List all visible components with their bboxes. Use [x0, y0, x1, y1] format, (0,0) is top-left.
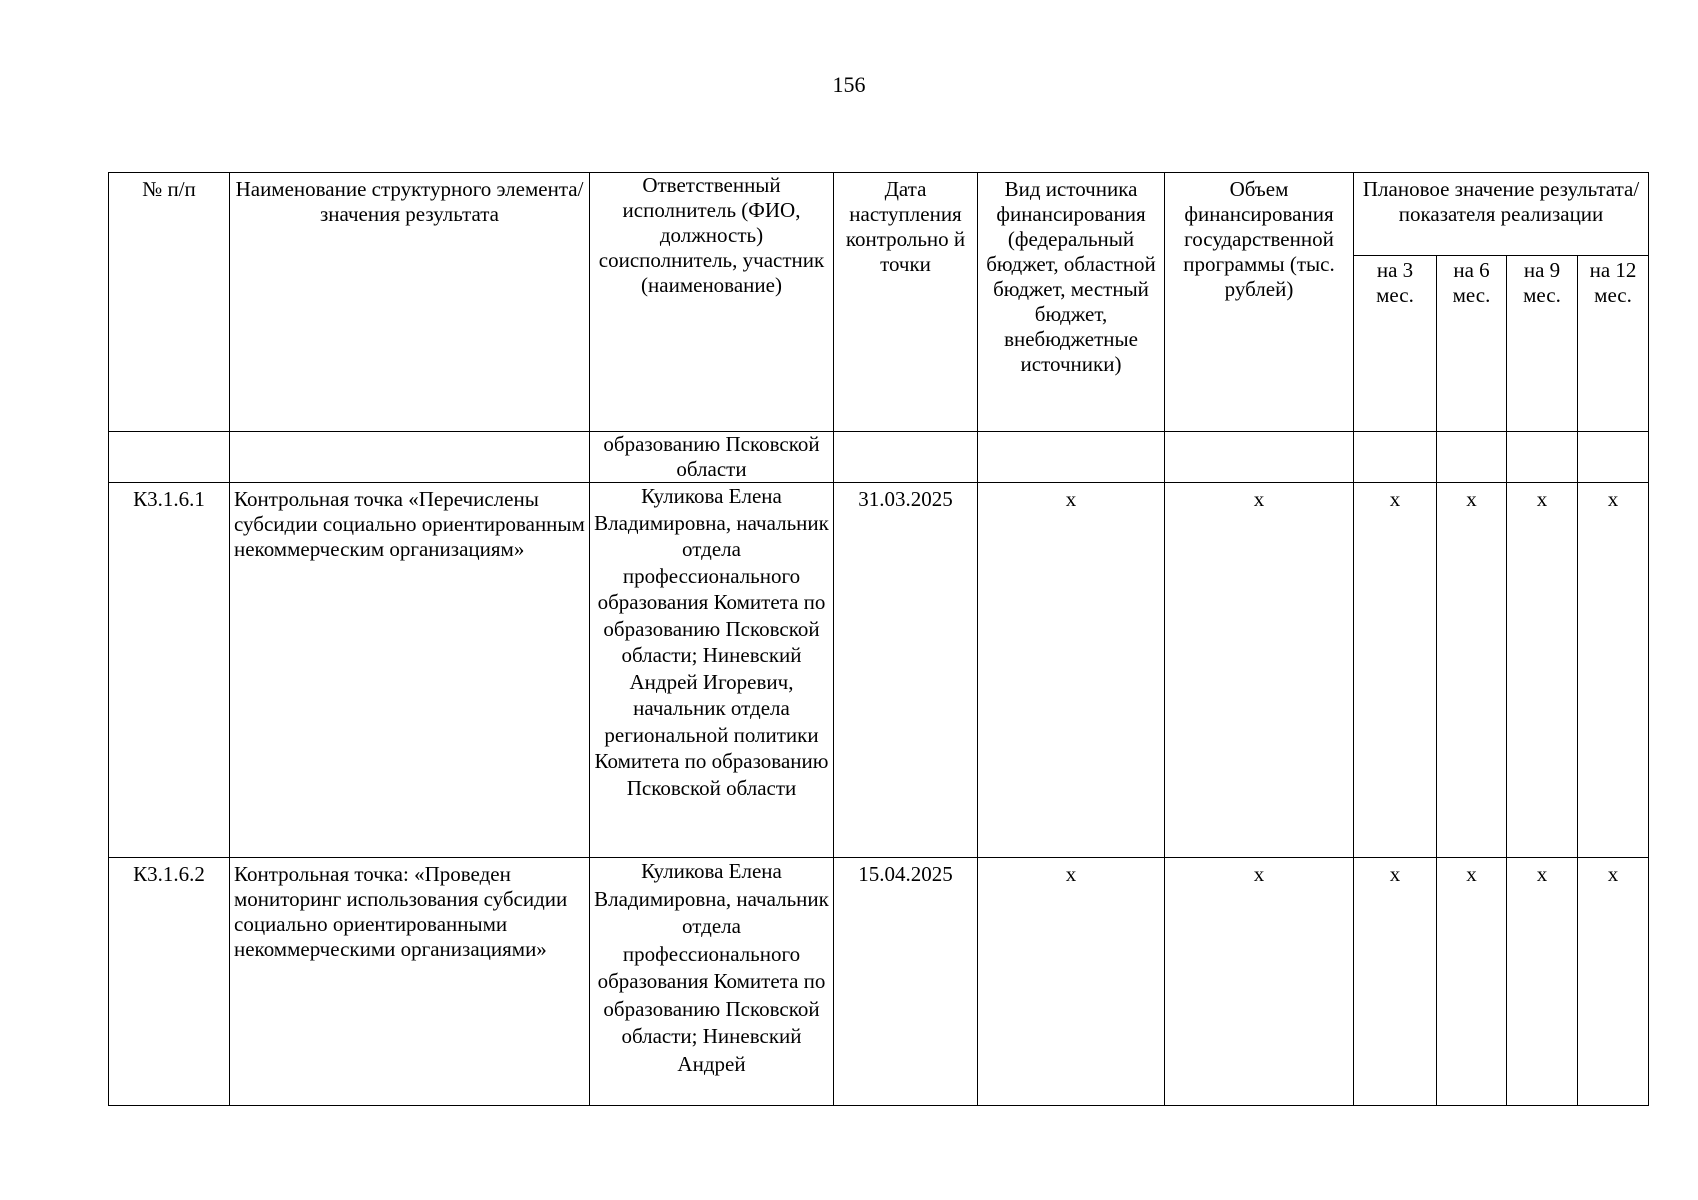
cell-volume: х [1165, 483, 1354, 858]
control-points-table [108, 172, 1649, 1106]
table-row [109, 858, 1649, 1106]
table-row [109, 483, 1649, 858]
cell-m9 [1507, 432, 1578, 483]
header-m3: на 3 мес. [1354, 256, 1437, 432]
cell-m6 [1437, 432, 1507, 483]
cell-m12: х [1578, 483, 1649, 858]
cell-m12 [1578, 432, 1649, 483]
cell-responsible: Куликова Елена Владимировна, начальник отдела профессионального образования Комитета по образованию Псковской области; Ниневский Андрей Игоревич, начальник отдела региональной политики Комитета по образованию Псковской области [590, 483, 834, 858]
cell-source: х [978, 858, 1165, 1106]
header-m9: на 9 мес. [1507, 256, 1578, 432]
header-num: № п/п [109, 173, 230, 432]
cell-num [109, 432, 230, 483]
header-planned: Плановое значение результата/показателя реализации [1354, 173, 1649, 256]
header-volume: Объем финансирования государственной программы (тыс. рублей) [1165, 173, 1354, 432]
cell-m6: х [1437, 858, 1507, 1106]
cell-volume: х [1165, 858, 1354, 1106]
cell-name: Контрольная точка: «Проведен мониторинг использования субсидии социально ориентированными некоммерческими организациями» [230, 858, 590, 1106]
cell-responsible: образованию Псковской области [590, 432, 834, 483]
cell-m3: х [1354, 483, 1437, 858]
table-row [109, 432, 1649, 483]
page-number: 156 [832, 72, 866, 97]
header-source: Вид источника финансирования (федеральный бюджет, областной бюджет, местный бюджет, внебюджетные источники) [978, 173, 1165, 432]
cell-date [834, 432, 978, 483]
cell-m6: х [1437, 483, 1507, 858]
cell-num: К3.1.6.1 [109, 483, 230, 858]
header-m12: на 12 мес. [1578, 256, 1649, 432]
cell-date: 31.03.2025 [834, 483, 978, 858]
header-m6: на 6 мес. [1437, 256, 1507, 432]
header-responsible: Ответственный исполнитель (ФИО, должность) соисполнитель, участник (наименование) [590, 173, 834, 432]
cell-m3: х [1354, 858, 1437, 1106]
header-name: Наименование структурного элемента/ значения результата [230, 173, 590, 432]
header-date: Дата наступления контрольно й точки [834, 173, 978, 432]
cell-source: х [978, 483, 1165, 858]
cell-volume [1165, 432, 1354, 483]
cell-name [230, 432, 590, 483]
cell-date: 15.04.2025 [834, 858, 978, 1106]
cell-responsible: Куликова Елена Владимировна, начальник отдела профессионального образования Комитета по образованию Псковской области; Ниневский Андрей [590, 858, 834, 1106]
cell-m9: х [1507, 858, 1578, 1106]
cell-name: Контрольная точка «Перечислены субсидии социально ориентированным некоммерческим организациям» [230, 483, 590, 858]
cell-num: К3.1.6.2 [109, 858, 230, 1106]
cell-m9: х [1507, 483, 1578, 858]
cell-source [978, 432, 1165, 483]
cell-m12: х [1578, 858, 1649, 1106]
cell-m3 [1354, 432, 1437, 483]
